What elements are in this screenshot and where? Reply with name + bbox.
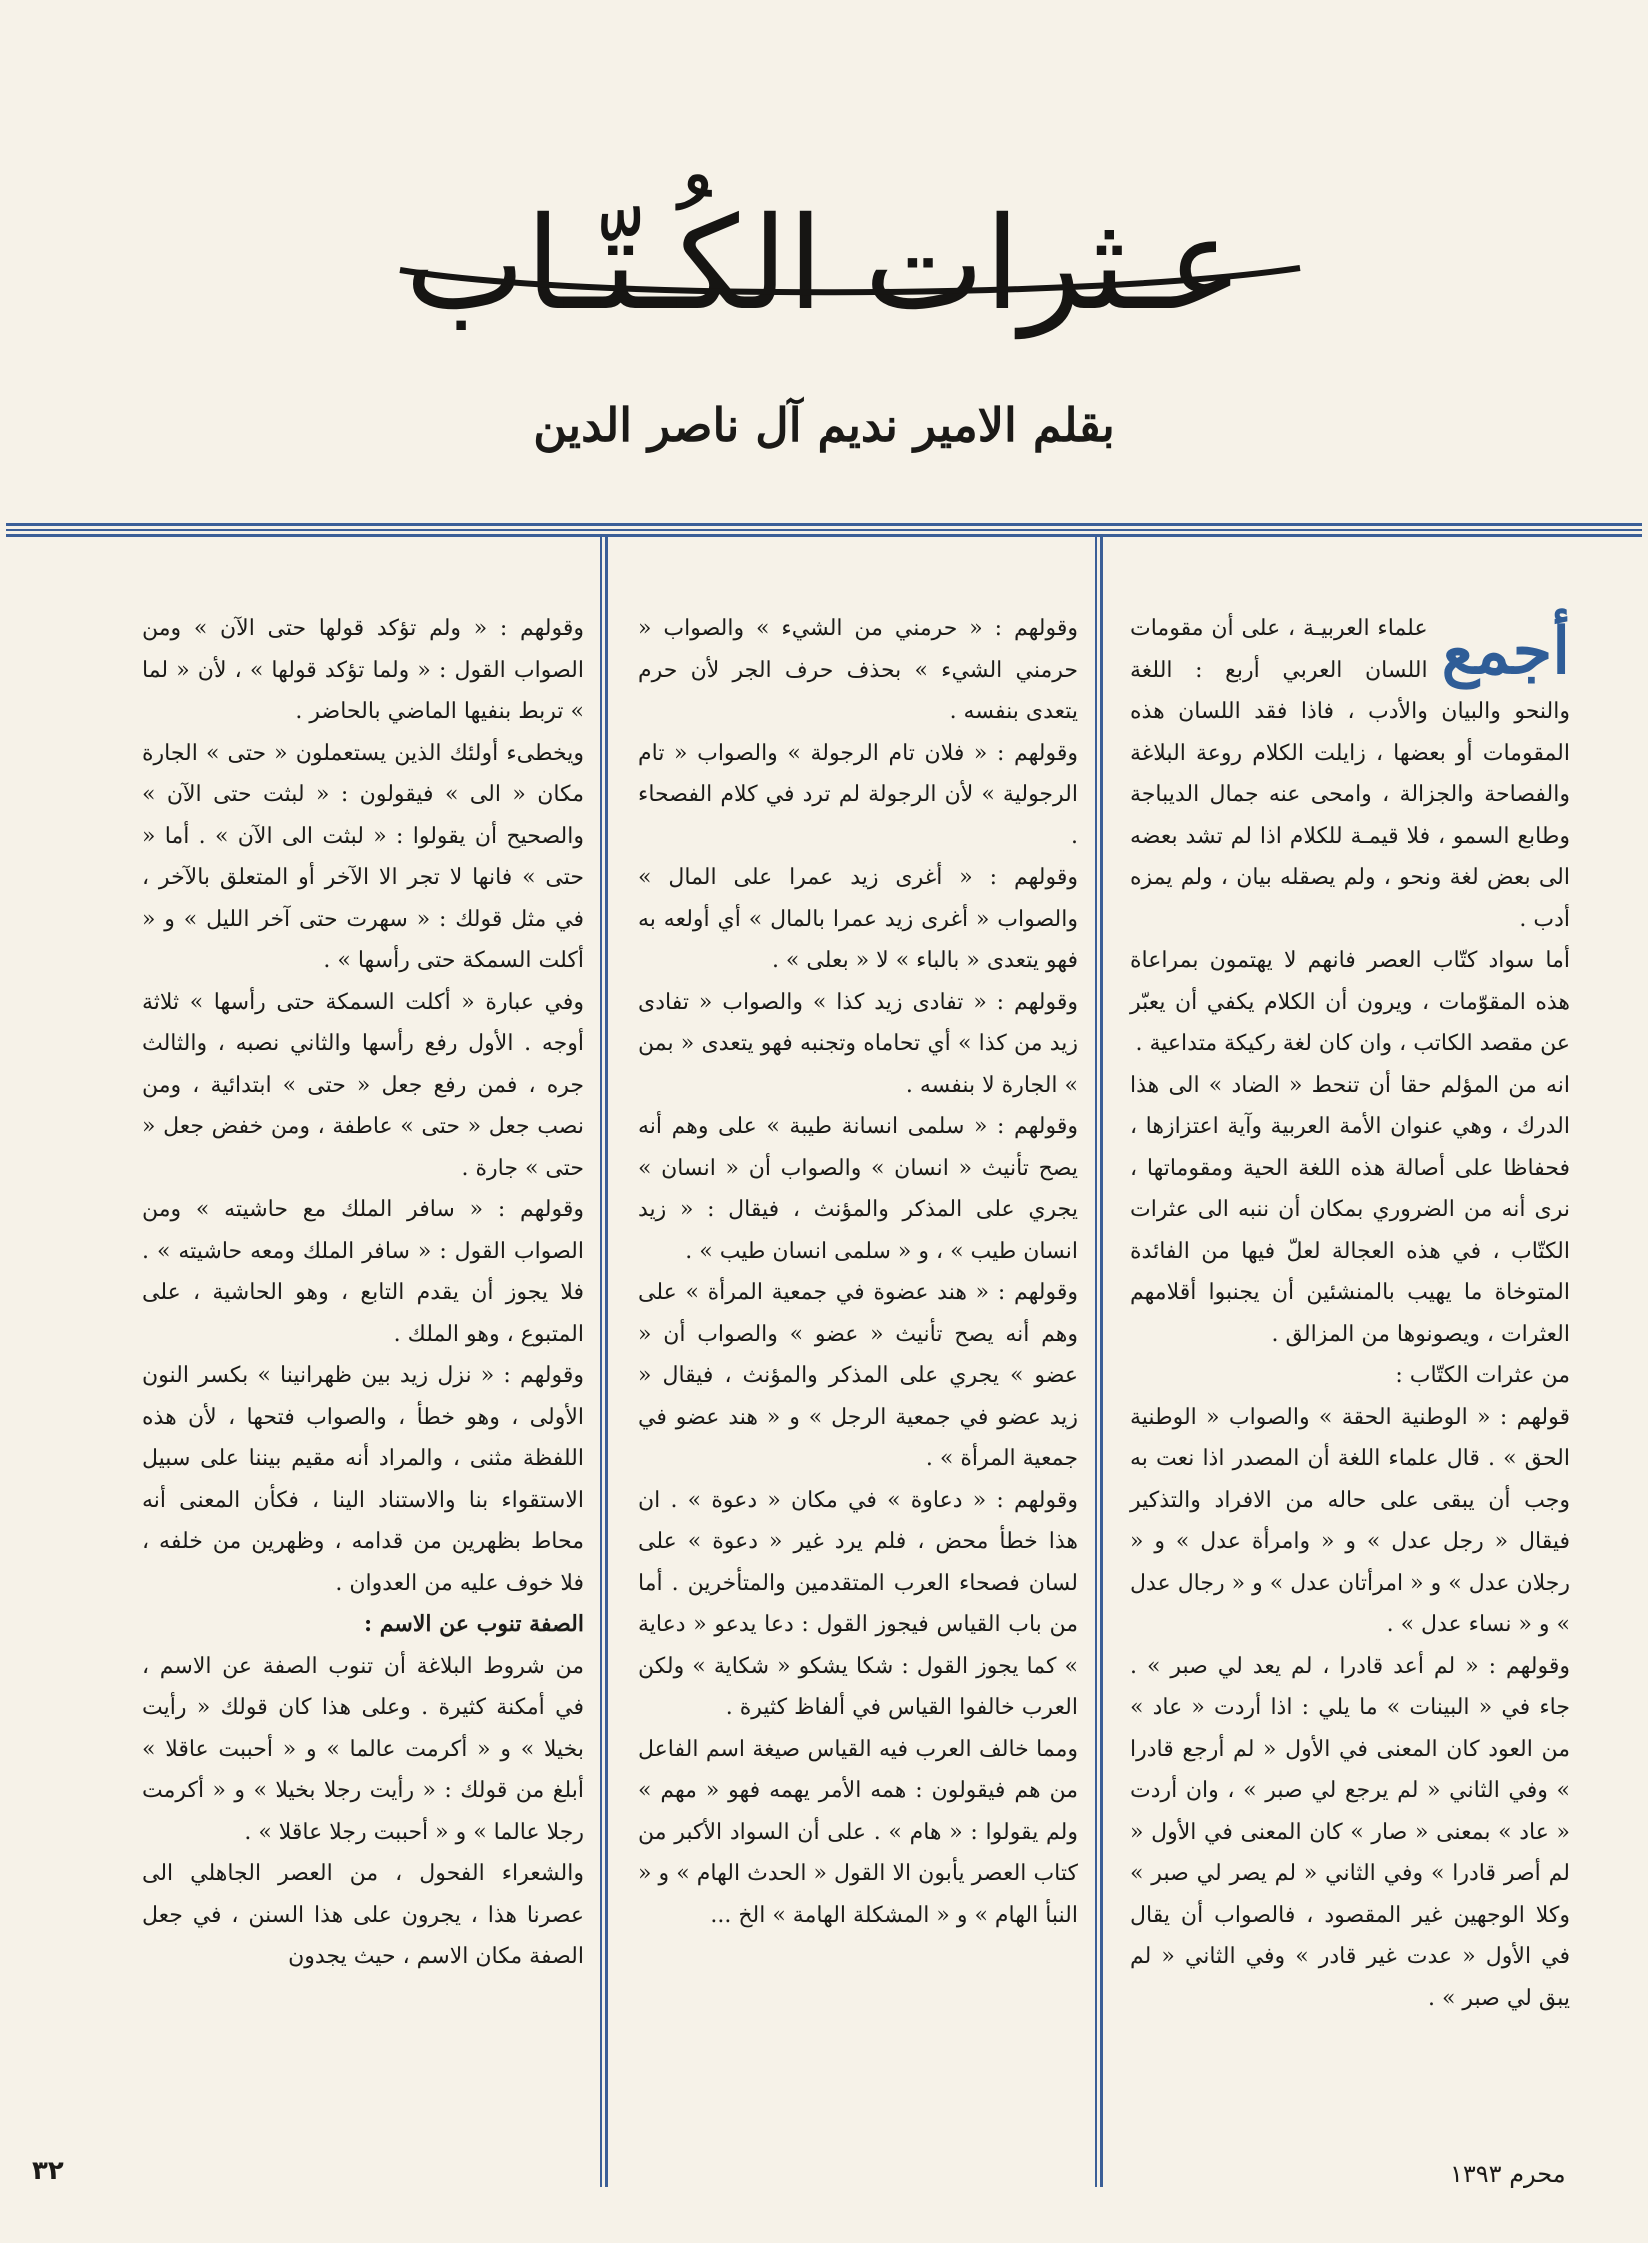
article-title: عـثرات الكُـتّـاب (404, 190, 1244, 339)
paragraph: وقولهم : « دعاوة » في مكان « دعوة » . ان هذا خطأ محض ، فلم يرد غير « دعوة » على لسان فصحاء العرب المتقدمين والمتأخرين . أما من باب القياس فيجوز القول : دعا يدعو « دعاية » كما يجوز القول : شكا يشكو « شكاية » ولكن العرب خالفوا القياس في ألفاظ كثيرة . (638, 1487, 1078, 1720)
column-divider-left (600, 537, 609, 2187)
paragraph: وقولهم : « نزل زيد بين ظهرانينا » بكسر النون الأولى ، وهو خطأ ، والصواب فتحها ، لأن هذه اللفظة مثنى ، والمراد أنه مقيم بيننا على سبيل الاستقواء بنا والاستناد الينا ، فكأن المعنى أنه محاط بظهرين من قدامه ، وظهرين من خلفه ، فلا خوف عليه من العدوان . (142, 1363, 584, 1596)
paragraph: انه من المؤلم حقا أن تنحط « الضاد » الى هذا الدرك ، وهي عنوان الأمة العربية وآية اعتزازها ، فحفاظا على أصالة هذه اللغة الحية ومقوماتها ، نرى أنه من الضروري بمكان أن ننبه الى عثرات الكتّاب ، في هذه العجالة لعلّ فيها من الفائدة المتوخاة ما يهيب بالمنشئين أن يجنبوا أقلامهم العثرات ، ويصونوها من المزالق . (1130, 1072, 1570, 1347)
paragraph: وقولهم : « سافر الملك مع حاشيته » ومن الصواب القول : « سافر الملك ومعه حاشيته » . فلا يجوز أن يقدم التابع ، وهو الحاشية ، على المتبوع ، وهو الملك . (142, 1197, 584, 1347)
article-column-left (142, 608, 584, 1978)
paragraph: وقولهم : « هند عضوة في جمعية المرأة » على وهم أنه يصح تأنيث « عضو » والصواب أن « عضو » يجري على المذكر والمؤنث ، فيقال « زيد عضو في جمعية الرجل » و « هند عضو في جمعية المرأة » . (638, 1280, 1078, 1471)
article-column-right (1130, 608, 1570, 2019)
paragraph: أما سواد كتّاب العصر فانهم لا يهتمون بمراعاة هذه المقوّمات ، ويرون أن الكلام يكفي أن يعبّر عن مقصد الكاتب ، وان كان لغة ركيكة متداعية . (1130, 948, 1570, 1056)
dropcap: أجمع (1441, 614, 1570, 689)
paragraph: ومما خالف العرب فيه القياس صيغة اسم الفاعل من هم فيقولون : همه الأمر يهمه فهو « مهم » ولم يقولوا : « هام » . على أن السواد الأكبر من كتاب العصر يأبون الا القول « الحدث الهام » و « النبأ الهام » و « المشكلة الهامة » الخ ... (638, 1736, 1078, 1928)
paragraph: وقولهم : « حرمني من الشيء » والصواب « حرمني الشيء » بحذف حرف الجر لأن حرم يتعدى بنفسه . (638, 616, 1078, 724)
article-byline: بقلم الامير نديم آل ناصر الدين (533, 398, 1115, 452)
paragraph: والشعراء الفحول ، من العصر الجاهلي الى عصرنا هذا ، يجرون على هذا السنن ، في جعل الصفة مكان الاسم ، حيث يجدون (142, 1861, 584, 1969)
paragraph: وقولهم : « لم أعد قادرا ، لم يعد لي صبر » . جاء في « البينات » ما يلي : اذا أردت « عاد » من العود كان المعنى في الأول « لم أرجع قادرا » وفي الثاني « لم يرجع لي صبر » ، وان أردت « عاد » بمعنى « صار » كان المعنى في الأول « لم أصر قادرا » وفي الثاني « لم يصر لي صبر » وكلا الوجهين غير المقصود ، فالصواب أن يقال في الأول « عدت غير قادر » وفي الثاني « لم يبق لي صبر » . (1130, 1653, 1570, 2011)
section-subheading: الصفة تنوب عن الاسم : (363, 1611, 584, 1637)
paragraph: وفي عبارة « أكلت السمكة حتى رأسها » ثلاثة أوجه . الأول رفع رأسها والثاني نصبه ، والثالث جره ، فمن رفع جعل « حتى » ابتدائية ، ومن نصب جعل « حتى » عاطفة ، ومن خفض جعل « حتى » جارة . (142, 989, 584, 1181)
paragraph: وقولهم : « أغرى زيد عمرا على المال » والصواب « أغرى زيد عمرا بالمال » أي أولعه به فهو يتعدى « بالباء » لا « بعلى » . (638, 865, 1078, 973)
paragraph: من شروط البلاغة أن تنوب الصفة عن الاسم ، في أمكنة كثيرة . وعلى هذا كان قولك « رأيت بخيلا » و « أكرمت عالما » و « أحببت عاقلا » أبلغ من قولك : « رأيت رجلا بخيلا » و « أكرمت رجلا عالما » و « أحببت رجلا عاقلا » . (142, 1653, 584, 1845)
title-swash-ornament (380, 230, 1320, 310)
article-column-middle (638, 608, 1078, 1936)
paragraph: ويخطىء أولئك الذين يستعملون « حتى » الجارة مكان « الى » فيقولون : « لبثت حتى الآن » والصحيح أن يقولوا : « لبثت الى الآن » . أما « حتى » فانها لا تجر الا الآخر أو المتعلق بالآخر ، في مثل قولك : « سهرت حتى آخر الليل » و « أكلت السمكة حتى رأسها » . (142, 740, 584, 973)
paragraph: وقولهم : « ولم تؤكد قولها حتى الآن » ومن الصواب القول : « ولما تؤكد قولها » ، لأن « لما » تربط بنفيها الماضي بالحاضر . (142, 616, 584, 724)
paragraph: قولهم : « الوطنية الحقة » والصواب « الوطنية الحق » . قال علماء اللغة أن المصدر اذا نعت به وجب أن يبقى على حاله من الافراد والتذكير فيقال « رجل عدل » و « وامرأة عدل » و « رجلان عدل » و « امرأتان عدل » و « رجال عدل » و « نساء عدل » . (1130, 1404, 1570, 1637)
issue-date: محرم ١٣٩٣ (1450, 2160, 1566, 2188)
paragraph: وقولهم : « فلان تام الرجولة » والصواب « تام الرجولية » لأن الرجولة لم ترد في كلام الفصحاء . (638, 740, 1078, 849)
paragraph: علماء العربيـة ، على أن مقومات اللسان العربي أربع : اللغة والنحو والبيان والأدب ، فاذا فقد اللسان هذه المقومات أو بعضها ، زايلت الكلام روعة البلاغة والفصاحة والجزالة ، وامحى عنه جمال الديباجة وطابع السمو ، فلا قيمـة للكلام اذا لم تشد بعضه الى بعض لغة ونحو ، ولم يصقله بيان ، ولم يمزه أدب . (1130, 616, 1570, 932)
paragraph: وقولهم : « تفادى زيد كذا » والصواب « تفادى زيد من كذا » أي تحاماه وتجنبه فهو يتعدى « بمن » الجارة لا بنفسه . (638, 989, 1078, 1098)
paragraph: وقولهم : « سلمى انسانة طيبة » على وهم أنه يصح تأنيث « انسان » والصواب أن « انسان » يجري على المذكر والمؤنث ، فيقال : « زيد انسان طيب » ، و « سلمى انسان طيب » . (638, 1114, 1078, 1264)
column-divider-right (1095, 537, 1104, 2187)
paragraph: من عثرات الكتّاب : (1395, 1363, 1570, 1388)
page-number: ٣٢ (32, 2156, 64, 2186)
top-rule (6, 523, 1642, 537)
